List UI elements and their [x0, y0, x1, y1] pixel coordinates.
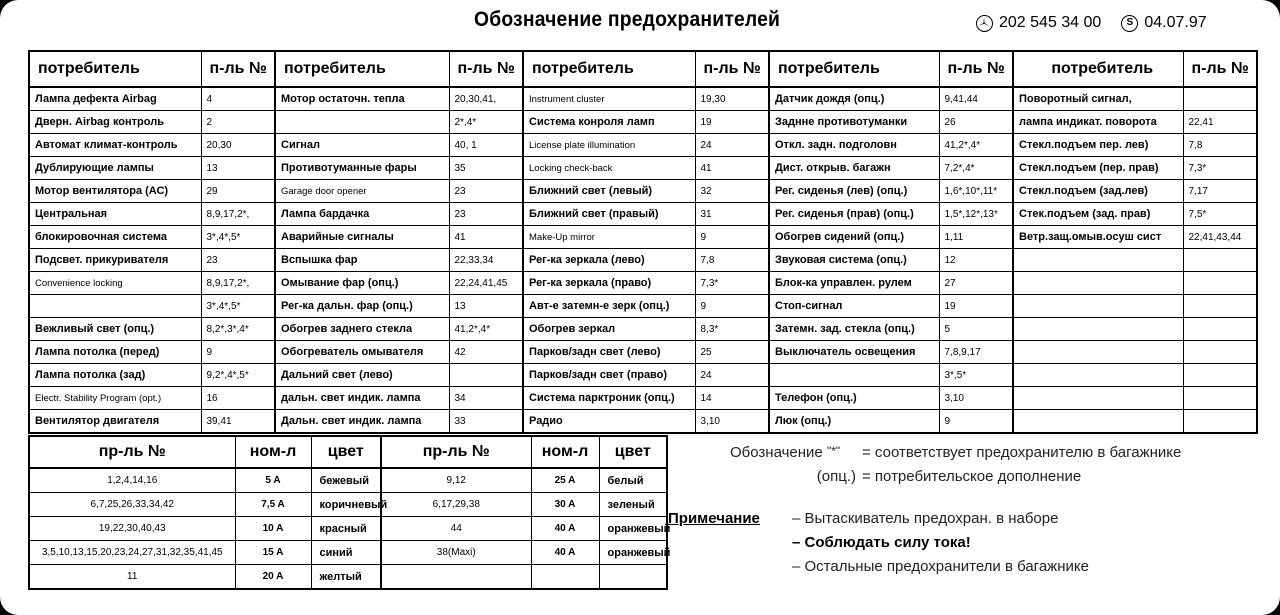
fuse-number-cell: [1183, 249, 1257, 272]
date: 04.07.97: [1144, 14, 1207, 31]
col-fuse-numbers: пр-ль №: [381, 436, 531, 468]
rating-cell: 5 A: [235, 468, 311, 493]
consumer-cell: Авт-е затемн-е зерк (опц.): [523, 295, 695, 318]
fuse-rating-table: [28, 435, 671, 590]
consumer-cell: Дублирующие лампы: [29, 157, 201, 180]
col-rating: ном-л: [531, 436, 599, 468]
consumer-cell: Дист. открыв. багажн: [769, 157, 939, 180]
consumer-cell: Звуковая система (опц.): [769, 249, 939, 272]
consumer-cell: Electr. Stability Program (opt.): [29, 387, 201, 410]
consumer-cell: лампа индикат. поворота: [1013, 111, 1183, 134]
consumer-cell: [275, 111, 449, 134]
consumer-cell: Обогрев зеркал: [523, 318, 695, 341]
fuse-numbers-cell: 44: [381, 517, 531, 541]
fuse-number-cell: 19,30: [695, 87, 769, 111]
consumer-cell: дальн. свет индик. лампа: [275, 387, 449, 410]
consumer-cell: Автомат климат-контроль: [29, 134, 201, 157]
consumer-cell: Дальн. свет индик. лампа: [275, 410, 449, 434]
rating-cell: 7,5 A: [235, 493, 311, 517]
fuse-number-cell: 26: [939, 111, 1013, 134]
consumer-cell: Рег-ка зеркала (лево): [523, 249, 695, 272]
fuse-number-cell: 22,41,43,44: [1183, 226, 1257, 249]
table-row: [29, 87, 1257, 111]
consumer-cell: Рег-ка дальн. фар (опц.): [275, 295, 449, 318]
fuse-number-cell: 14: [695, 387, 769, 410]
consumer-cell: Противотуманные фары: [275, 157, 449, 180]
consumer-cell: Радио: [523, 410, 695, 434]
consumer-cell: Convenience locking: [29, 272, 201, 295]
consumer-cell: Instrument cluster: [523, 87, 695, 111]
consumer-cell: [29, 295, 201, 318]
fuse-number-cell: 41: [449, 226, 523, 249]
consumer-cell: Система конроля ламп: [523, 111, 695, 134]
fuse-number-cell: 39,41: [201, 410, 275, 434]
color-cell: оранжевый: [599, 517, 667, 541]
consumer-cell: Стекл.подъем (зад.лев): [1013, 180, 1183, 203]
consumer-cell: Вежливый свет (опц.): [29, 318, 201, 341]
color-cell: бежевый: [311, 468, 381, 493]
table-row: [29, 111, 1257, 134]
consumer-cell: [1013, 387, 1183, 410]
consumer-cell: Выключатель освещения: [769, 341, 939, 364]
col-color: цвет: [599, 436, 667, 468]
consumer-cell: Рег. сиденья (лев) (опц.): [769, 180, 939, 203]
legend: [730, 440, 1181, 488]
table-row: [29, 387, 1257, 410]
col-fuse-no: п-ль №: [695, 51, 769, 87]
consumer-cell: Лампа дефекта Airbag: [29, 87, 201, 111]
color-cell: синий: [311, 541, 381, 565]
table-row: [29, 341, 1257, 364]
fuse-number-cell: 27: [939, 272, 1013, 295]
color-cell: зеленый: [599, 493, 667, 517]
fuse-number-cell: 22,41: [1183, 111, 1257, 134]
fuse-number-cell: 7,3*: [695, 272, 769, 295]
fuse-number-cell: 7,17: [1183, 180, 1257, 203]
fuse-number-cell: 9,41,44: [939, 87, 1013, 111]
fuse-number-cell: 41: [695, 157, 769, 180]
fuse-number-cell: 22,33,34: [449, 249, 523, 272]
color-cell: красный: [311, 517, 381, 541]
consumer-cell: Лампа бардачка: [275, 203, 449, 226]
fuse-numbers-cell: 11: [29, 565, 235, 590]
rating-cell: [531, 565, 599, 590]
table-row: [29, 226, 1257, 249]
table-row: [29, 203, 1257, 226]
consumer-cell: блокировочная система: [29, 226, 201, 249]
consumer-cell: Обогрев сидений (опц.): [769, 226, 939, 249]
fuse-number-cell: 24: [695, 364, 769, 387]
rating-cell: 40 A: [531, 541, 599, 565]
consumer-cell: Датчик дождя (опц.): [769, 87, 939, 111]
legend-key: (опц.): [816, 467, 856, 485]
consumer-cell: Стекл.подъем (пер. прав): [1013, 157, 1183, 180]
fuse-number-cell: 24: [695, 134, 769, 157]
consumer-cell: Рег. сиденья (прав) (опц.): [769, 203, 939, 226]
fuse-number-cell: 34: [449, 387, 523, 410]
consumer-cell: License plate illumination: [523, 134, 695, 157]
consumer-cell: Центральная: [29, 203, 201, 226]
fuse-number-cell: 20,30: [201, 134, 275, 157]
col-fuse-no: п-ль №: [939, 51, 1013, 87]
mercedes-star-icon: [976, 15, 993, 32]
fuse-number-cell: 19: [939, 295, 1013, 318]
fuse-numbers-cell: 38(Maxi): [381, 541, 531, 565]
consumer-cell: Garage door opener: [275, 180, 449, 203]
fuse-number-cell: [1183, 364, 1257, 387]
fuse-number-cell: 32: [695, 180, 769, 203]
color-cell: желтый: [311, 565, 381, 590]
fuse-number-cell: 8,2*,3*,4*: [201, 318, 275, 341]
fuse-number-cell: [1183, 318, 1257, 341]
table-row: [29, 565, 667, 590]
consumer-cell: Обогреватель омывателя: [275, 341, 449, 364]
table-row: [29, 295, 1257, 318]
table-row: [29, 180, 1257, 203]
fuse-numbers-cell: 9,12: [381, 468, 531, 493]
fuse-number-cell: [1183, 341, 1257, 364]
fuse-number-cell: 7,3*: [1183, 157, 1257, 180]
table-row: [29, 249, 1257, 272]
page-title: Обозначение предохранителей: [474, 8, 781, 31]
table-row: [29, 493, 667, 517]
consumer-cell: Ветр.защ.омыв.осуш сист: [1013, 226, 1183, 249]
fuse-number-cell: 7,8: [1183, 134, 1257, 157]
color-cell: [599, 565, 667, 590]
consumer-cell: [1013, 295, 1183, 318]
rating-cell: 30 A: [531, 493, 599, 517]
color-cell: коричневый: [311, 493, 381, 517]
consumer-cell: Блок-ка управлен. рулем: [769, 272, 939, 295]
fuse-number-cell: 9: [695, 295, 769, 318]
table-row: [29, 410, 1257, 434]
fuse-number-cell: 19: [695, 111, 769, 134]
consumer-cell: Люк (опц.): [769, 410, 939, 434]
fuse-number-cell: 1,5*,12*,13*: [939, 203, 1013, 226]
fuse-numbers-cell: 1,2,4,14,16: [29, 468, 235, 493]
stamp-icon: S: [1121, 15, 1138, 32]
fuse-number-cell: [1183, 387, 1257, 410]
fuse-number-cell: 13: [201, 157, 275, 180]
consumer-cell: Вентилятор двигателя: [29, 410, 201, 434]
col-fuse-no: п-ль №: [449, 51, 523, 87]
legend-row: [730, 464, 1181, 488]
note-label: Примечание: [668, 510, 760, 527]
fuse-number-cell: 3,10: [939, 387, 1013, 410]
col-consumer: потребитель: [523, 51, 695, 87]
fuse-number-cell: 2: [201, 111, 275, 134]
fuse-number-cell: 42: [449, 341, 523, 364]
consumer-cell: Телефон (опц.): [769, 387, 939, 410]
fuse-number-cell: 9: [201, 341, 275, 364]
rating-cell: 40 A: [531, 517, 599, 541]
consumer-cell: Омывание фар (опц.): [275, 272, 449, 295]
fuse-number-cell: 3,10: [695, 410, 769, 434]
consumer-fuse-table: [28, 50, 1258, 434]
consumer-cell: Парков/задн свет (лево): [523, 341, 695, 364]
fuse-number-cell: 7,5*: [1183, 203, 1257, 226]
consumer-cell: Стекл.подъем пер. лев): [1013, 134, 1183, 157]
fuse-number-cell: [449, 364, 523, 387]
fuse-number-cell: 29: [201, 180, 275, 203]
legend-text: = соответствует предохранителю в багажнике: [862, 443, 1182, 461]
col-consumer: потребитель: [1013, 51, 1183, 87]
note-item: – Вытаскиватель предохран. в наборе: [792, 510, 1059, 527]
fuse-number-cell: 8,9,17,2*,: [201, 272, 275, 295]
fuse-number-cell: 25: [695, 341, 769, 364]
fuse-number-cell: 31: [695, 203, 769, 226]
fuse-number-cell: 1,6*,10*,11*: [939, 180, 1013, 203]
consumer-cell: [1013, 272, 1183, 295]
part-number: 202 545 34 00: [999, 14, 1102, 31]
consumer-cell: Рег-ка зеркала (право): [523, 272, 695, 295]
fuse-number-cell: 3*,5*: [939, 364, 1013, 387]
consumer-cell: Make-Up mirror: [523, 226, 695, 249]
rating-cell: 15 A: [235, 541, 311, 565]
fuse-table-header: [29, 436, 667, 468]
consumer-cell: Аварийные сигналы: [275, 226, 449, 249]
fuse-number-cell: 9: [695, 226, 769, 249]
consumer-cell: Стек.подъем (зад. прав): [1013, 203, 1183, 226]
consumer-cell: Затемн. зад. стекла (опц.): [769, 318, 939, 341]
consumer-cell: Заднне противотуманки: [769, 111, 939, 134]
fuse-number-cell: 35: [449, 157, 523, 180]
fuse-number-cell: 40, 1: [449, 134, 523, 157]
consumer-cell: Стоп-сигнал: [769, 295, 939, 318]
legend-key: Обозначение "*": [730, 443, 841, 461]
col-consumer: потребитель: [29, 51, 201, 87]
fuse-number-cell: 9: [939, 410, 1013, 434]
fuse-numbers-cell: 19,22,30,40,43: [29, 517, 235, 541]
col-consumer: потребитель: [275, 51, 449, 87]
table-row: [29, 318, 1257, 341]
table-row: [29, 541, 667, 565]
table-row: [29, 157, 1257, 180]
color-cell: оранжевый: [599, 541, 667, 565]
consumer-cell: Ближний свет (правый): [523, 203, 695, 226]
col-rating: ном-л: [235, 436, 311, 468]
consumer-cell: Дверн. Airbag контроль: [29, 111, 201, 134]
col-fuse-no: п-ль №: [201, 51, 275, 87]
fuse-number-cell: 7,8: [695, 249, 769, 272]
fuse-numbers-cell: 6,17,29,38: [381, 493, 531, 517]
fuse-number-cell: 20,30,41,: [449, 87, 523, 111]
fuse-numbers-cell: 6,7,25,26,33,34,42: [29, 493, 235, 517]
fuse-numbers-cell: 3,5,10,13,15,20,23,24,27,31,32,35,41,45: [29, 541, 235, 565]
fuse-number-cell: 16: [201, 387, 275, 410]
consumer-cell: Система парктроник (опц.): [523, 387, 695, 410]
col-fuse-no: п-ль №: [1183, 51, 1257, 87]
col-color: цвет: [311, 436, 381, 468]
consumer-cell: [769, 364, 939, 387]
consumer-cell: Парков/задн свет (право): [523, 364, 695, 387]
fuse-number-cell: 41,2*,4*: [939, 134, 1013, 157]
col-consumer: потребитель: [769, 51, 939, 87]
consumer-cell: Мотор остаточн. тепла: [275, 87, 449, 111]
fuse-number-cell: 2*,4*: [449, 111, 523, 134]
fuse-number-cell: 33: [449, 410, 523, 434]
fuse-number-cell: 22,24,41,45: [449, 272, 523, 295]
fuse-number-cell: 4: [201, 87, 275, 111]
consumer-cell: Сигнал: [275, 134, 449, 157]
fuse-number-cell: 7,2*,4*: [939, 157, 1013, 180]
table-row: [29, 272, 1257, 295]
fuse-number-cell: 12: [939, 249, 1013, 272]
legend-row: [730, 440, 1181, 464]
consumer-cell: Вспышка фар: [275, 249, 449, 272]
table-row: [29, 364, 1257, 387]
consumer-cell: Откл. задн. подголовн: [769, 134, 939, 157]
rating-cell: 10 A: [235, 517, 311, 541]
color-cell: белый: [599, 468, 667, 493]
consumer-cell: [1013, 249, 1183, 272]
table-row: [29, 468, 667, 493]
consumer-cell: [1013, 410, 1183, 434]
note-list: [792, 510, 1089, 582]
fuse-number-cell: 8,3*: [695, 318, 769, 341]
rating-cell: 20 A: [235, 565, 311, 590]
col-fuse-numbers: пр-ль №: [29, 436, 235, 468]
consumer-cell: Обогрев заднего стекла: [275, 318, 449, 341]
fuse-number-cell: 23: [449, 180, 523, 203]
fuse-number-cell: 13: [449, 295, 523, 318]
fuse-number-cell: 9,2*,4*,5*: [201, 364, 275, 387]
consumer-cell: Дальний свет (лево): [275, 364, 449, 387]
fuse-number-cell: 23: [449, 203, 523, 226]
fuse-number-cell: 8,9,17,2*,: [201, 203, 275, 226]
fuse-number-cell: 1,11: [939, 226, 1013, 249]
consumer-cell: Поворотный сигнал,: [1013, 87, 1183, 111]
consumer-cell: Лампа потолка (перед): [29, 341, 201, 364]
table-row: [29, 517, 667, 541]
rating-cell: 25 A: [531, 468, 599, 493]
consumer-cell: Лампа потолка (зад): [29, 364, 201, 387]
consumer-cell: [1013, 318, 1183, 341]
fuse-number-cell: 23: [201, 249, 275, 272]
main-table-header: [29, 51, 1257, 87]
fuse-number-cell: 5: [939, 318, 1013, 341]
consumer-cell: Ближний свет (левый): [523, 180, 695, 203]
note-item: – Соблюдать силу тока!: [792, 534, 971, 551]
fuse-number-cell: [1183, 410, 1257, 434]
consumer-cell: [1013, 341, 1183, 364]
consumer-cell: Мотор вентилятора (АС): [29, 180, 201, 203]
consumer-cell: Locking check-back: [523, 157, 695, 180]
fuse-number-cell: 7,8,9,17: [939, 341, 1013, 364]
fuse-number-cell: [1183, 87, 1257, 111]
fuse-number-cell: [1183, 295, 1257, 318]
consumer-cell: [1013, 364, 1183, 387]
fuse-number-cell: 41,2*,4*: [449, 318, 523, 341]
consumer-cell: Подсвет. прикуривателя: [29, 249, 201, 272]
fuse-number-cell: 3*,4*,5*: [201, 226, 275, 249]
header-meta: [976, 14, 1207, 32]
legend-text: = потребительское дополнение: [862, 467, 1082, 485]
table-row: [29, 134, 1257, 157]
note-item: – Остальные предохранители в багажнике: [792, 558, 1089, 575]
fuse-numbers-cell: [381, 565, 531, 590]
fuse-number-cell: [1183, 272, 1257, 295]
fuse-number-cell: 3*,4*,5*: [201, 295, 275, 318]
